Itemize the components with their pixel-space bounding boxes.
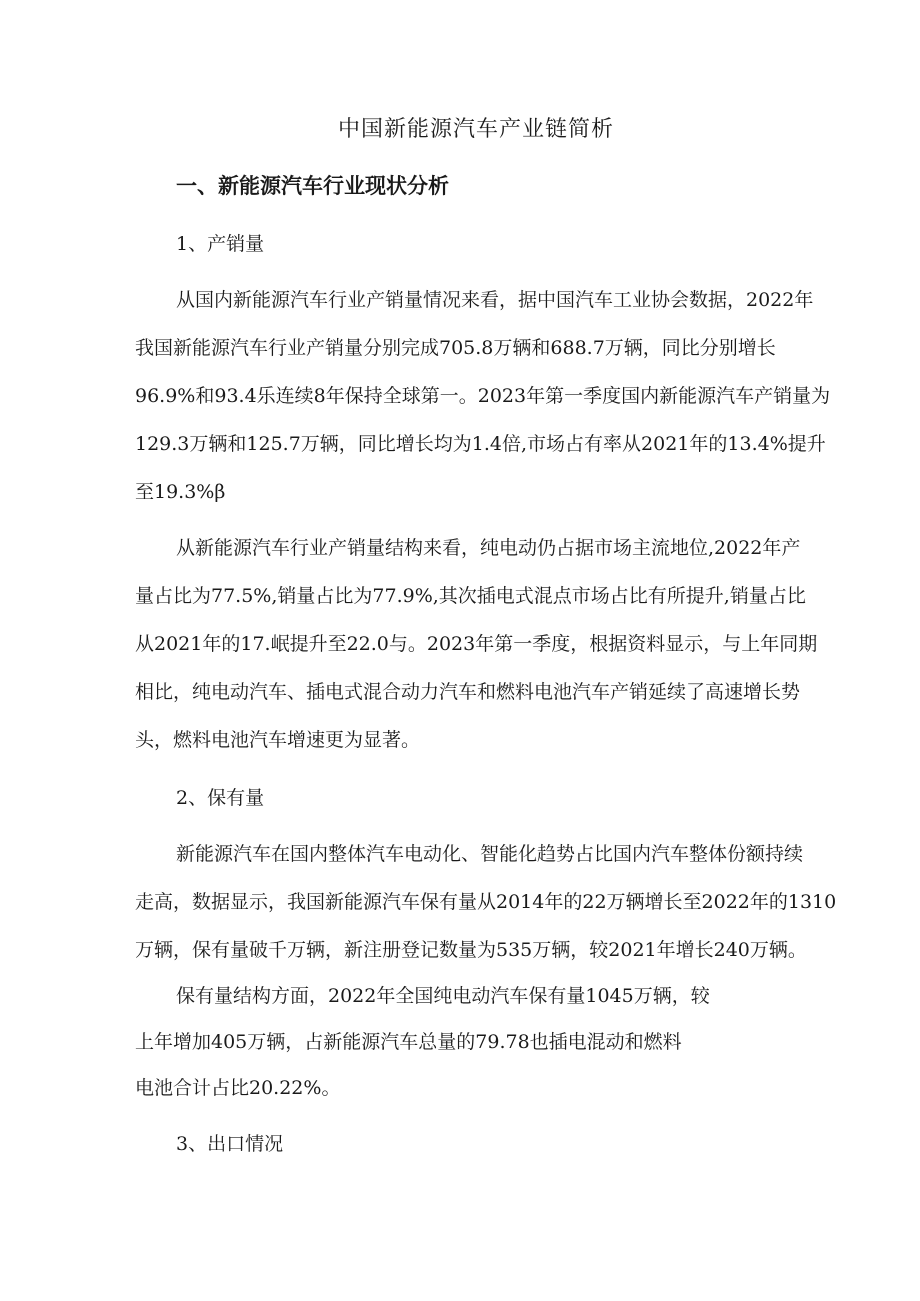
subsection-label-sales: 1、产销量 xyxy=(176,233,265,255)
paragraph-line: 我国新能源汽车行业产销量分别完成705.8万辆和688.7万辆，同比分别增长 xyxy=(135,337,776,359)
document-title: 中国新能源汽车产业链简析 xyxy=(338,117,615,142)
paragraph-line: 从2021年的17.岷提升至22.0与。2023年第一季度，根据资料显示，与上年同期 xyxy=(135,633,818,655)
paragraph-line: 量占比为77.5%,销量占比为77.9%,其次插电式混点市场占比有所提升,销量占比 xyxy=(135,585,806,607)
subsection-label-export: 3、出口情况 xyxy=(176,1133,284,1155)
paragraph-line: 从国内新能源汽车行业产销量情况来看，据中国汽车工业协会数据，2022年 xyxy=(176,289,814,311)
paragraph-line: 96.9%和93.4乐连续8年保持全球第一。2023年第一季度国内新能源汽车产销量为 xyxy=(135,385,831,407)
paragraph-line: 相比，纯电动汽车、插电式混合动力汽车和燃料电池汽车产销延续了高速增长势 xyxy=(135,681,801,703)
subsection-label-ownership: 2、保有量 xyxy=(176,787,265,809)
paragraph-line: 129.3万辆和125.7万辆，同比增长均为1.4倍,市场占有率从2021年的13.4%提升 xyxy=(135,433,826,455)
section-heading: 一、新能源汽车行业现状分析 xyxy=(176,174,449,198)
paragraph-line: 万辆，保有量破千万辆，新注册登记数量为535万辆，较2021年增长240万辆。 xyxy=(135,939,807,961)
paragraph-line: 新能源汽车在国内整体汽车电动化、智能化趋势占比国内汽车整体份额持续 xyxy=(176,843,804,865)
paragraph-line: 上年增加405万辆，占新能源汽车总量的79.78也插电混动和燃料 xyxy=(135,1031,682,1053)
paragraph-line: 走高，数据显示，我国新能源汽车保有量从2014年的22万辆增长至2022年的1310 xyxy=(135,891,837,913)
paragraph-line: 电池合计占比20.22%。 xyxy=(135,1077,341,1099)
paragraph-line: 保有量结构方面，2022年全国纯电动汽车保有量1045万辆，较 xyxy=(176,985,710,1007)
paragraph-line: 至19.3%β xyxy=(135,481,226,503)
paragraph-line: 从新能源汽车行业产销量结构来看，纯电动仍占据市场主流地位,2022年产 xyxy=(176,537,801,559)
paragraph-line: 头，燃料电池汽车增速更为显著。 xyxy=(135,729,421,751)
